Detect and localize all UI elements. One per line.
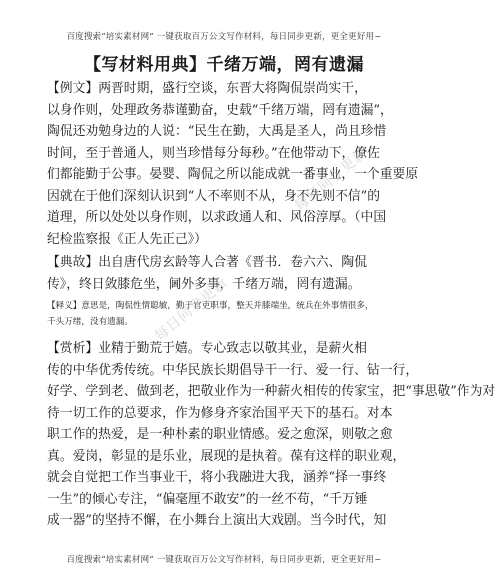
- text-line: 一生”的倾心专注，“偏毫厘不敢安”的一丝不苟，“千万锤: [47, 491, 368, 507]
- text-line: 职工作的热爱，是一种朴素的职业情感。爱之愈深，则敬之愈: [47, 427, 393, 442]
- text-line: 陶侃还劝勉身边的人说：“民生在勤，大禹是圣人，尚且珍惜: [47, 124, 387, 139]
- text-line: 因就在于他们深刻认识到“人不率则不从，身不先则不信”的: [47, 188, 381, 204]
- example-paragraph: [47, 78, 419, 250]
- appreciation-paragraph: [47, 338, 495, 532]
- text-line: 就会自觉把工作当事业干，将小我融进大我，涵养“择一事终: [47, 470, 387, 485]
- text-line: 真。爱岗，彰显的是乐业，展现的是执着。葆有这样的职业观，: [47, 448, 406, 464]
- watermark: 每日同步更新: [151, 274, 232, 345]
- text-line: 【例文】两晋时期，盛行空谈，东晋大将陶侃崇尚实干，: [47, 81, 367, 96]
- text-line: 成一器”的坚持不懈，在小舞台上演出大戏剧。当今时代，知: [47, 513, 387, 528]
- text-line: 千头万绪，没有遗漏。: [47, 317, 133, 327]
- text-line: 传》，终日敛膝危坐，阃外多事，千绪万端，罔有遗漏。: [47, 276, 361, 292]
- text-line: 【赏析】业精于勤荒于嬉。专心致志以敬其业，是薪火相: [47, 341, 367, 356]
- text-line: 纪检监察报《正人先正己》）: [47, 231, 207, 247]
- text-line: 【典故】出自唐代房玄龄等人合著《晋书．卷六六、陶侃: [47, 255, 367, 270]
- explanation-paragraph: [47, 298, 407, 330]
- text-line: 待一切工作的总要求，作为修身齐家治国平天下的基石。对本: [47, 405, 393, 421]
- page-title: 【写材料用典】千绪万端，罔有遗漏: [84, 55, 364, 75]
- text-line: 们都能勤于公事。晏婴、陶侃之所以能成就一番事业，一个重要原: [47, 167, 419, 182]
- page-footer: 百度搜索“培实素材网” 一键获取百万公文写作材料，每日同步更新，更全更好用~: [66, 555, 382, 565]
- text-line: 以身作则，处理政务恭谨勤奋，史载“千绪万端，罔有遗漏”，: [47, 102, 393, 118]
- text-line: 道理，所以处处以身作则，以求政通人和、风俗淳厚。（中国: [47, 210, 387, 225]
- page-header: 百度搜索“培实素材网” 一键获取百万公文写作材料，每日同步更新，更全更好用~: [66, 32, 382, 42]
- source-paragraph: [47, 252, 407, 295]
- text-line: 传的中华优秀传统。中华民族长期倡导干一行、爱一行、钻一行，: [47, 362, 419, 378]
- text-line: 【释义】意思是，陶侃性情聪敏，勤于官吏职事，整天并膝端坐，统兵在外事情很多，: [47, 301, 374, 311]
- text-line: 好学、学到老、做到老，把敬业作为一种薪火相传的传家宝，把“事思敬”作为对: [47, 384, 495, 399]
- watermark: 每日同步更新: [291, 144, 372, 215]
- text-line: 时间，至于普通人，则当珍惜每分每秒。”在他带动下，僚佐: [47, 145, 380, 161]
